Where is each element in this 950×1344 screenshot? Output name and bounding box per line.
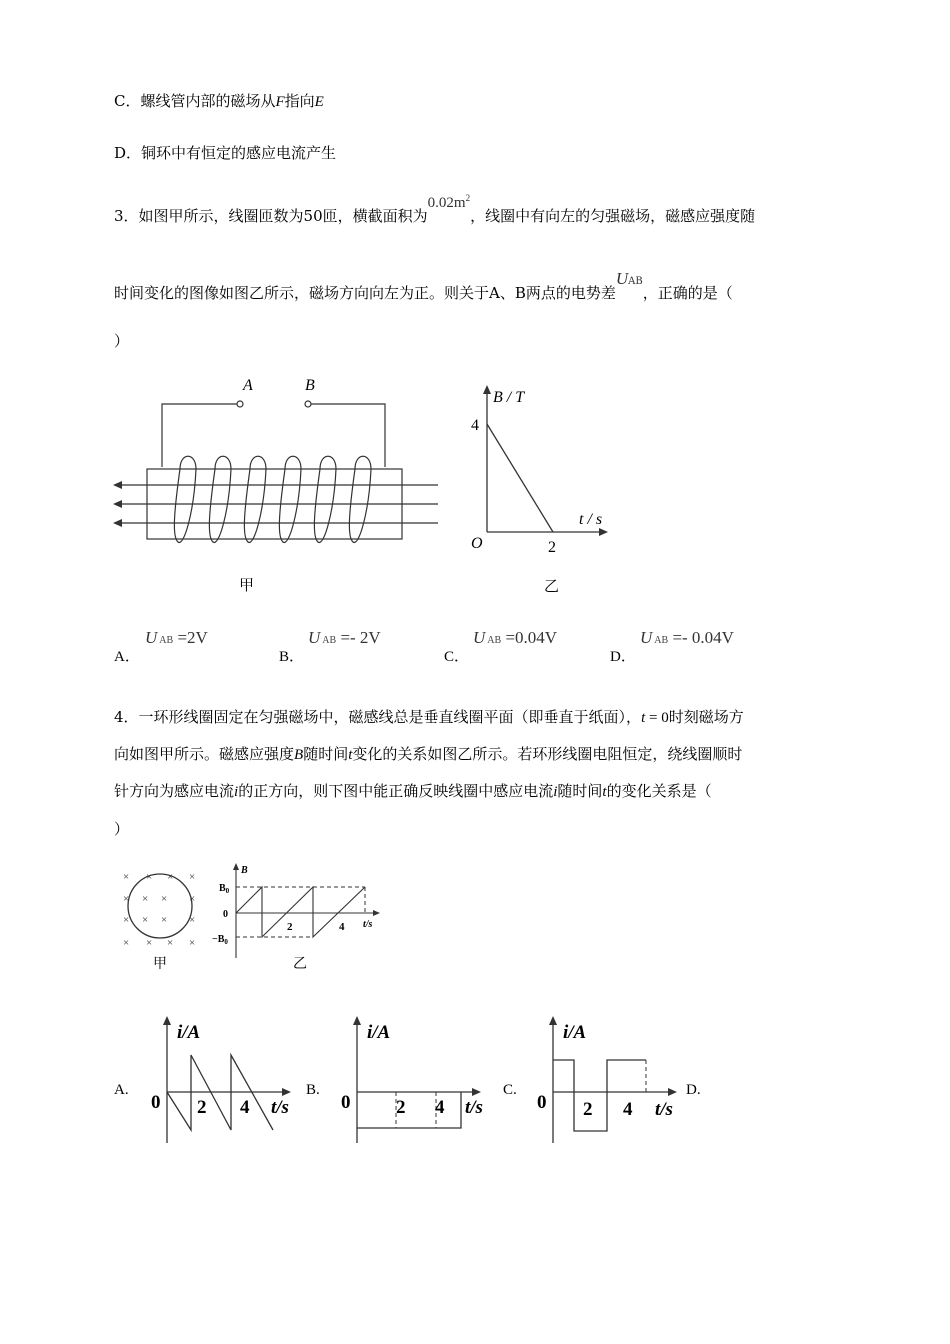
q3-option-d-value[interactable]: UAB =- 0.04V: [640, 628, 734, 647]
b-label: B: [241, 865, 248, 876]
y-tick-4: 4: [471, 417, 479, 434]
origin-label: O: [471, 535, 483, 552]
q3-figure-jia: [110, 372, 445, 582]
svg-text:×: ×: [123, 893, 130, 905]
tick-4: 4: [435, 1097, 445, 1118]
q2-option-c-mid: 指向: [284, 92, 315, 110]
guide-dashes: [574, 1060, 646, 1131]
svg-text:×: ×: [167, 937, 174, 949]
zero-label: 0: [151, 1092, 161, 1113]
q4-stem-c: 向如图甲所示。磁感应强度: [114, 745, 295, 763]
q3-stem-d: ，正确的是（: [642, 284, 733, 302]
q3-option-b-letter[interactable]: B．: [279, 649, 305, 665]
q4-graph-a[interactable]: [145, 1015, 305, 1150]
q4-caption-jia: 甲: [153, 956, 167, 972]
var-t: t: [348, 747, 353, 763]
q3-caption-yi: 乙: [544, 577, 560, 595]
field-arrows: [113, 481, 122, 527]
svg-text:×: ×: [123, 871, 130, 883]
tick-2: 2: [287, 921, 293, 933]
y-axis-label: B / T: [493, 389, 525, 406]
t-axis-arrow: [668, 1088, 677, 1096]
b-sawtooth: [236, 887, 365, 937]
guide-dashes: [236, 887, 365, 937]
svg-text:×: ×: [146, 871, 153, 883]
svg-text:×: ×: [189, 914, 196, 926]
t-axis-arrow: [373, 910, 380, 916]
q2-option-c: [114, 90, 324, 111]
q4-stem-i: 的变化关系是（: [606, 782, 712, 800]
t-label: t/s: [363, 919, 373, 930]
terminal-b: [305, 401, 311, 407]
i-axis-arrow: [549, 1016, 557, 1025]
q3-area: [428, 195, 470, 211]
t0-eq: = 0: [645, 710, 669, 726]
q3-stem-a: 3．如图甲所示，线圈匝数为50匝，横截面积为: [114, 207, 428, 225]
svg-text:×: ×: [161, 914, 168, 926]
q4-option-d-letter[interactable]: D.: [686, 1082, 701, 1098]
t-axis-arrow: [282, 1088, 291, 1096]
q3-area-value: 0.02m: [427, 195, 466, 211]
q3-area-exp: 2: [465, 193, 471, 203]
q4-stem-f: 针方向为感应电流: [114, 782, 235, 800]
q3-stem-line1: [114, 193, 756, 226]
q4-figure-yi: [205, 860, 385, 960]
q2-option-c-text: C．螺线管内部的磁场从: [114, 92, 276, 110]
q3-option-c-letter[interactable]: C．: [444, 649, 470, 665]
q4-stem-g: 的正方向，则下图中能正确反映线圈中感应电流: [238, 782, 554, 800]
q4-graph-c[interactable]: [531, 1015, 691, 1150]
i-label: i/A: [367, 1022, 391, 1043]
q3-uab: [616, 270, 643, 288]
svg-text:×: ×: [123, 937, 130, 949]
i-axis-arrow: [353, 1016, 361, 1025]
q4-stem-line3: [114, 780, 712, 801]
ring-coil: [128, 874, 192, 938]
b0-label: $B_0$: [219, 883, 230, 895]
x-tick-2: 2: [548, 539, 556, 556]
cross-marks: [123, 871, 195, 949]
t-label: t/s: [465, 1097, 483, 1118]
var-t0: t: [641, 710, 646, 726]
var-e: E: [314, 94, 324, 110]
b-axis-arrow: [233, 863, 239, 870]
i-label: i/A: [563, 1022, 587, 1043]
svg-text:×: ×: [123, 914, 130, 926]
var-i2: i: [553, 784, 558, 800]
terminal-a: [237, 401, 243, 407]
u-sub: AB: [628, 276, 643, 287]
t-axis-arrow: [472, 1088, 481, 1096]
label-a: A: [243, 377, 253, 394]
q4-option-a-letter[interactable]: A.: [114, 1082, 129, 1098]
var-i: i: [234, 784, 239, 800]
neg-b0-label: $-B_0$: [212, 934, 228, 946]
t-axis-arrow: [599, 528, 608, 536]
tick-2: 2: [396, 1097, 406, 1118]
i-axis-arrow: [163, 1016, 171, 1025]
t-label: t/s: [655, 1099, 673, 1120]
q4-stem-line4: ）: [114, 820, 130, 838]
tick-2: 2: [197, 1097, 207, 1118]
tick-4: 4: [240, 1097, 250, 1118]
i-square-wave: [553, 1060, 646, 1131]
t-label: t/s: [271, 1097, 289, 1118]
svg-text:×: ×: [167, 871, 174, 883]
tick-2: 2: [583, 1099, 593, 1120]
q3-figure-yi: [465, 382, 615, 557]
q3-option-b-value[interactable]: UAB =- 2V: [308, 628, 381, 647]
x-axis-label: t / s: [579, 511, 603, 528]
zero-label: 0: [341, 1092, 351, 1113]
tick-4: 4: [339, 921, 345, 933]
q4-stem-line2: [114, 743, 742, 764]
label-b: B: [305, 377, 315, 394]
svg-text:×: ×: [189, 871, 196, 883]
i-label: i/A: [177, 1022, 201, 1043]
q4-stem-d: 随时间: [303, 745, 349, 763]
q3-option-a-letter[interactable]: A．: [114, 649, 140, 665]
svg-text:×: ×: [146, 937, 153, 949]
q4-stem-e: 变化的关系如图乙所示。若环形线圈电阻恒定，绕线圈顺时: [352, 745, 743, 763]
q3-option-d-letter[interactable]: D．: [610, 649, 636, 665]
q3-stem-c: 时间变化的图像如图乙所示，磁场方向向左为正。则关于A、B两点的电势差: [114, 284, 616, 302]
q4-stem-b: 时刻磁场方: [668, 708, 744, 726]
q4-graph-b[interactable]: [335, 1015, 500, 1150]
var-b: B: [294, 747, 304, 763]
q3-stem-b: ，线圈中有向左的匀强磁场，磁感应强度随: [470, 207, 756, 225]
q3-caption-jia: 甲: [239, 576, 255, 594]
svg-text:×: ×: [142, 914, 149, 926]
b-axis-arrow: [483, 385, 491, 394]
q4-stem-h: 随时间: [557, 782, 603, 800]
b-t-line: [487, 424, 553, 532]
svg-text:×: ×: [142, 893, 149, 905]
zero-label: 0: [537, 1092, 547, 1113]
q4-figure-jia: [115, 862, 205, 950]
u-symbol: U: [615, 269, 629, 288]
q4-stem-line1: [114, 706, 744, 727]
q3-option-a-value[interactable]: UAB =2V: [145, 628, 208, 647]
q3-stem-line2: [114, 269, 733, 303]
q3-stem-line3: ）: [114, 332, 130, 350]
q4-caption-yi: 乙: [293, 956, 307, 972]
svg-text:×: ×: [189, 937, 196, 949]
q2-option-d: D．铜环中有恒定的感应电流产生: [114, 144, 337, 162]
wire-b: [311, 404, 385, 467]
tick-4: 4: [623, 1099, 633, 1120]
i-constant-line: [357, 1092, 461, 1128]
var-t2: t: [602, 784, 607, 800]
guide-dashes: [191, 1055, 231, 1092]
zero-label: 0: [223, 909, 228, 920]
q4-stem-a: 4．一环形线圈固定在匀强磁场中，磁感线总是垂直线圈平面（即垂直于纸面），: [114, 708, 642, 726]
q3-option-c-value[interactable]: UAB =0.04V: [473, 628, 558, 647]
svg-text:×: ×: [161, 893, 168, 905]
q4-option-c-letter[interactable]: C.: [503, 1082, 517, 1098]
var-f: F: [275, 94, 285, 110]
q4-option-b-letter[interactable]: B.: [306, 1082, 320, 1098]
svg-text:×: ×: [189, 893, 196, 905]
